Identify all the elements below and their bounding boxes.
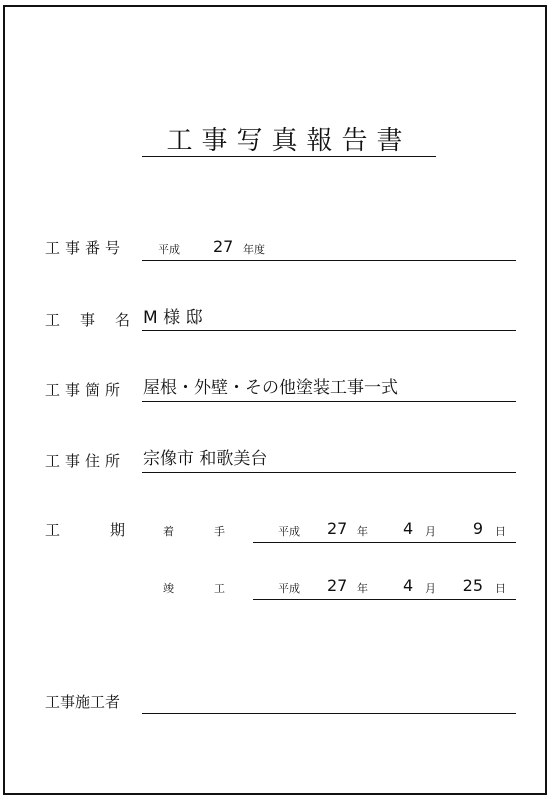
- field-label-name: 工事名: [45, 311, 151, 329]
- contractor-underline: [142, 713, 516, 714]
- period-end-day: 25: [462, 576, 483, 595]
- period-start-month-unit: 月: [425, 525, 436, 538]
- project-location: 屋根・外壁・その他塗装工事一式: [143, 378, 398, 398]
- number-era: 平成: [158, 243, 180, 256]
- field-label-contractor: 工事施工者: [45, 693, 121, 711]
- period-end-underline: [253, 599, 516, 600]
- period-start-label: 着手: [163, 525, 265, 538]
- period-start-underline: [253, 542, 516, 543]
- period-end-month-unit: 月: [425, 582, 436, 595]
- field-label-number: [45, 238, 127, 258]
- period-start-month: 4: [403, 519, 414, 538]
- field-label-address: 工事住所: [45, 452, 126, 470]
- field-label-number-text: 工事番号: [45, 239, 126, 257]
- field-label-period: 工期: [45, 521, 176, 539]
- period-end-year-unit: 年: [357, 582, 368, 595]
- name-underline: [142, 330, 516, 331]
- period-end-era: 平成: [278, 582, 300, 595]
- document-title: 工事写真報告書: [166, 126, 412, 156]
- period-end-month: 4: [403, 576, 414, 595]
- project-name: M 様 邸: [143, 308, 203, 328]
- project-address: 宗像市 和歌美台: [143, 449, 268, 469]
- number-year: 27: [213, 237, 234, 256]
- period-end-day-unit: 日: [495, 582, 506, 595]
- period-start-day: 9: [472, 519, 483, 538]
- period-start-era: 平成: [278, 525, 300, 538]
- period-start-year: 27: [327, 519, 348, 538]
- location-underline: [142, 401, 516, 402]
- period-end-label: 竣工: [163, 582, 265, 595]
- title-underline: [142, 156, 436, 157]
- period-start-year-unit: 年: [357, 525, 368, 538]
- number-year-suffix: 年度: [243, 243, 265, 256]
- address-underline: [142, 472, 516, 473]
- number-underline: [142, 260, 516, 261]
- field-label-location: 工事箇所: [45, 381, 126, 399]
- period-end-year: 27: [327, 576, 348, 595]
- period-start-day-unit: 日: [495, 525, 506, 538]
